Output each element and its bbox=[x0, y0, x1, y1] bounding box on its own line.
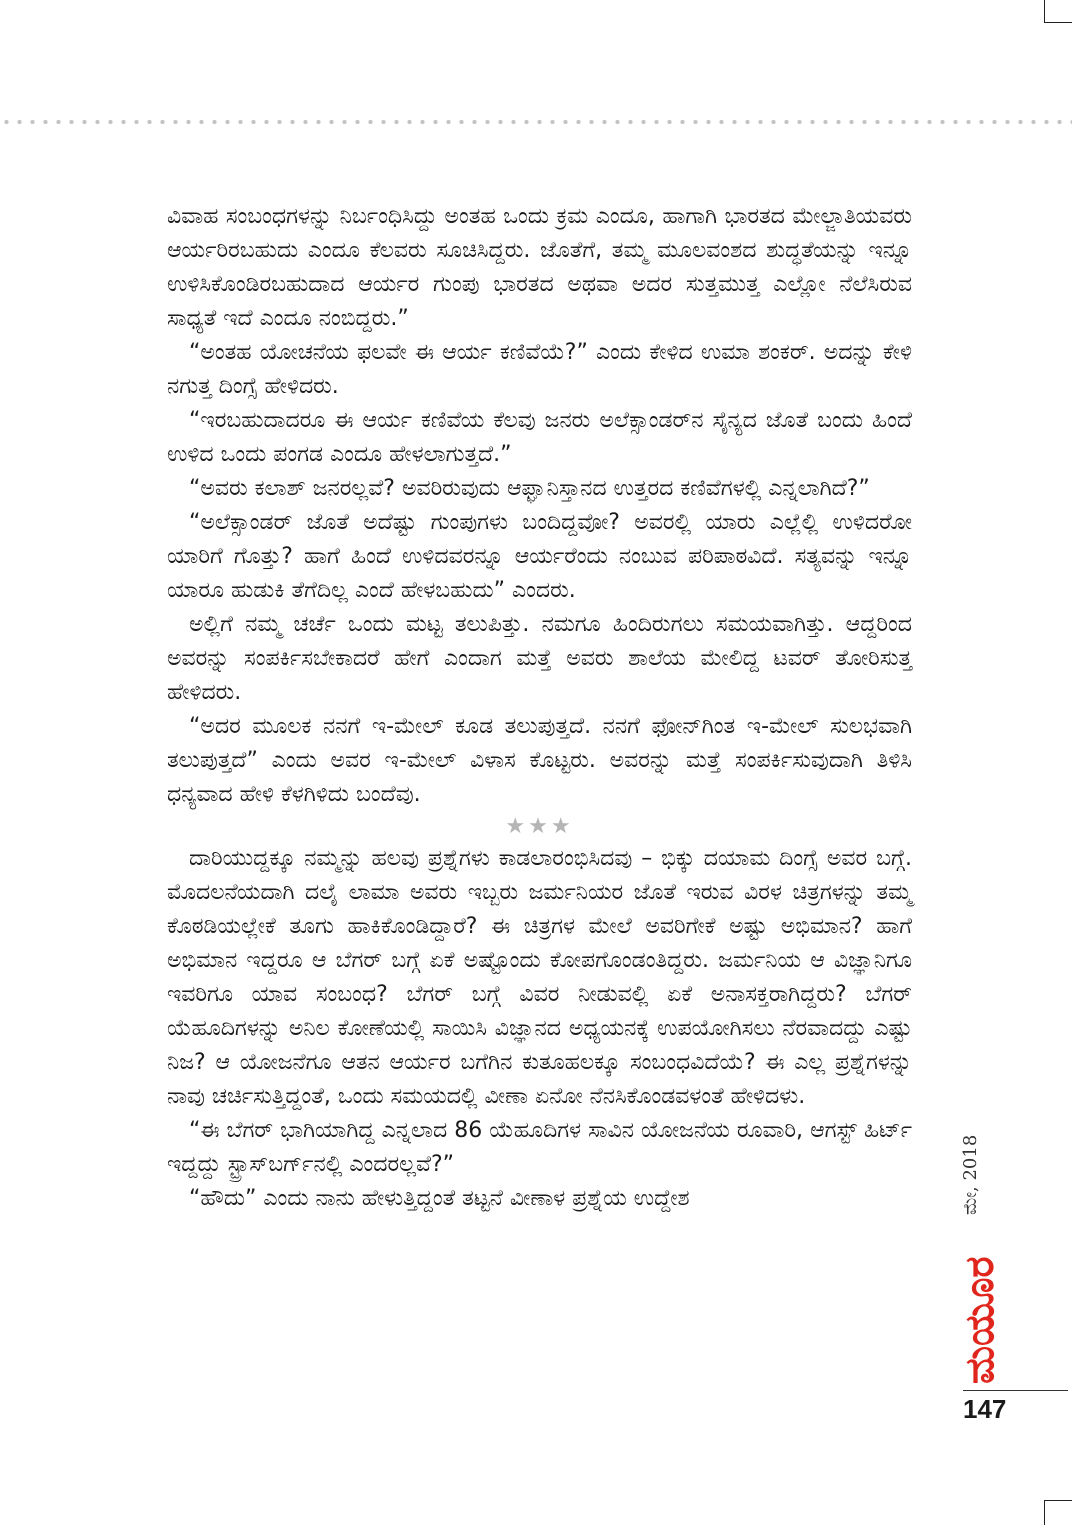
paragraph: “ಅಲೆಕ್ಸಾಂಡರ್ ಜೊತೆ ಅದೆಷ್ಟು ಗುಂಪುಗಳು ಬಂದಿದ್ದವೋ? ಅವರಲ್ಲಿ ಯಾರು ಎಲ್ಲೆಲ್ಲಿ ಉಳಿದರೋ ಯಾರಿಗೆ ಗೊತ್ತು? ಹಾಗೆ ಹಿಂದೆ ಉಳಿದವರನ್ನೂ ಆರ್ಯರೆಂದು ನಂಬುವ ಪರಿಪಾಠವಿದೆ. ಸತ್ಯವನ್ನು ಇನ್ನೂ ಯಾರೂ ಹುಡುಕಿ ತೆಗೆದಿಲ್ಲ ಎಂದೆ ಹೇಳಬಹುದು” ಎಂದರು. bbox=[167, 510, 912, 603]
paragraph: “ಹೌದು” ಎಂದು ನಾನು ಹೇಳುತ್ತಿದ್ದಂತೆ ತಟ್ಟನೆ ವೀಣಾಳ ಪ್ರಶ್ನೆಯ ಉದ್ದೇಶ bbox=[189, 1186, 690, 1211]
section-separator: ★★★ bbox=[505, 814, 574, 839]
paragraph: “ಅಂತಹ ಯೋಚನೆಯ ಫಲವೇ ಈ ಆರ್ಯ ಕಣಿವೆಯೆ?” ಎಂದು ಕೇಳಿದ ಉಮಾ ಶಂಕರ್. ಅದನ್ನು ಕೇಳಿ ನಗುತ್ತ ದಿಂಗ್ಸೆ ಹೇಳಿದರು. bbox=[167, 340, 912, 399]
article-body bbox=[167, 200, 912, 1216]
paragraph: “ಅದರ ಮೂಲಕ ನನಗೆ ಇ-ಮೇಲ್ ಕೂಡ ತಲುಪುತ್ತದೆ. ನನಗೆ ಫೋನ್‌ಗಿಂತ ಇ-ಮೇಲ್ ಸುಲಭವಾಗಿ ತಲುಪುತ್ತದೆ” ಎಂದು ಅವರ ಇ-ಮೇಲ್ ವಿಳಾಸ ಕೊಟ್ಟರು. ಅವರನ್ನು ಮತ್ತೆ ಸಂಪರ್ಕಿಸುವುದಾಗಿ ತಿಳಿಸಿ ಧನ್ಯವಾದ ಹೇಳಿ ಕೆಳಗಿಳಿದು ಬಂದೆವು. bbox=[167, 714, 912, 807]
issue-date: ಮೇ, 2018 bbox=[960, 1134, 981, 1215]
crop-mark-bottom bbox=[1044, 1500, 1045, 1525]
page-number-rule bbox=[963, 1390, 1068, 1391]
page-number: 147 bbox=[963, 1394, 1007, 1424]
crop-mark-top bbox=[1044, 0, 1045, 22]
crop-mark-top-horizontal bbox=[1044, 22, 1072, 23]
crop-mark-bottom-horizontal bbox=[1044, 1500, 1072, 1501]
paragraph: ವಿವಾಹ ಸಂಬಂಧಗಳನ್ನು ನಿರ್ಬಂಧಿಸಿದ್ದು ಅಂತಹ ಒಂದು ಕ್ರಮ ಎಂದೂ, ಹಾಗಾಗಿ ಭಾರತದ ಮೇಲ್ಜಾತಿಯವರು ಆರ್ಯರಿರಬಹುದು ಎಂದೂ ಕೆಲವರು ಸೂಚಿಸಿದ್ದರು. ಜೊತೆಗೆ, ತಮ್ಮ ಮೂಲವಂಶದ ಶುದ್ಧತೆಯನ್ನು ಇನ್ನೂ ಉಳಿಸಿಕೊಂಡಿರಬಹುದಾದ ಆರ್ಯರ ಗುಂಪು ಭಾರತದ ಅಥವಾ ಅದರ ಸುತ್ತಮುತ್ತ ಎಲ್ಲೋ ನೆಲೆಸಿರುವ ಸಾಧ್ಯತೆ ಇದೆ ಎಂದೂ ನಂಬಿದ್ದರು.” bbox=[167, 204, 912, 331]
magazine-logo: ಮಯೂರ bbox=[957, 1256, 1003, 1384]
paragraph: “ಅವರು ಕಲಾಶ್ ಜನರಲ್ಲವೆ? ಅವರಿರುವುದು ಆಫ್ಘಾನಿಸ್ತಾನದ ಉತ್ತರದ ಕಣಿವೆಗಳಲ್ಲಿ ಎನ್ನಲಾಗಿದೆ?” bbox=[189, 476, 870, 501]
paragraph: ಅಲ್ಲಿಗೆ ನಮ್ಮ ಚರ್ಚೆ ಒಂದು ಮಟ್ಟ ತಲುಪಿತ್ತು. ನಮಗೂ ಹಿಂದಿರುಗಲು ಸಮಯವಾಗಿತ್ತು. ಆದ್ದರಿಂದ ಅವರನ್ನು ಸಂಪರ್ಕಿಸಬೇಕಾದರೆ ಹೇಗೆ ಎಂದಾಗ ಮತ್ತೆ ಅವರು ಶಾಲೆಯ ಮೇಲಿದ್ದ ಟವರ್ ತೋರಿಸುತ್ತ ಹೇಳಿದರು. bbox=[167, 612, 912, 705]
paragraph: “ಈ ಬೆಗರ್ ಭಾಗಿಯಾಗಿದ್ದ ಎನ್ನಲಾದ 86 ಯೆಹೂದಿಗಳ ಸಾವಿನ ಯೋಜನೆಯ ರೂವಾರಿ, ಆಗಸ್ಟ್ ಹಿರ್ಟ್ ಇದ್ದದ್ದು ಸ್ಟ್ರಾಸ್‌ಬರ್ಗ್‌ನಲ್ಲಿ ಎಂದರಲ್ಲವೆ?” bbox=[167, 1118, 912, 1177]
paragraph: “ಇರಬಹುದಾದರೂ ಈ ಆರ್ಯ ಕಣಿವೆಯ ಕೆಲವು ಜನರು ಅಲೆಕ್ಸಾಂಡರ್‌ನ ಸೈನ್ಯದ ಜೊತೆ ಬಂದು ಹಿಂದೆ ಉಳಿದ ಒಂದು ಪಂಗಡ ಎಂದೂ ಹೇಳಲಾಗುತ್ತದೆ.” bbox=[167, 408, 912, 467]
paragraph: ದಾರಿಯುದ್ದಕ್ಕೂ ನಮ್ಮನ್ನು ಹಲವು ಪ್ರಶ್ನೆಗಳು ಕಾಡಲಾರಂಭಿಸಿದವು – ಭಿಕ್ಕು ದಯಾಮ ದಿಂಗ್ಸೆ ಅವರ ಬಗ್ಗೆ. ಮೊದಲನೆಯದಾಗಿ ದಲೈ ಲಾಮಾ ಅವರು ಇಬ್ಬರು ಜರ್ಮನಿಯರ ಜೊತೆ ಇರುವ ವಿರಳ ಚಿತ್ರಗಳನ್ನು ತಮ್ಮ ಕೊಠಡಿಯಲ್ಲೇಕೆ ತೂಗು ಹಾಕಿಕೊಂಡಿದ್ದಾರೆ? ಈ ಚಿತ್ರಗಳ ಮೇಲೆ ಅವರಿಗೇಕೆ ಅಷ್ಟು ಅಭಿಮಾನ? ಹಾಗೆ ಅಭಿಮಾನ ಇದ್ದರೂ ಆ ಬೆಗರ್ ಬಗ್ಗೆ ಏಕೆ ಅಷ್ಟೊಂದು ಕೋಪಗೊಂಡಂತಿದ್ದರು. ಜರ್ಮನಿಯ ಆ ವಿಜ್ಞಾನಿಗೂ ಇವರಿಗೂ ಯಾವ ಸಂಬಂಧ? ಬೆಗರ್ ಬಗ್ಗೆ ವಿವರ ನೀಡುವಲ್ಲಿ ಏಕೆ ಅನಾಸಕ್ತರಾಗಿದ್ದರು? ಬೆಗರ್ ಯೆಹೂದಿಗಳನ್ನು ಅನಿಲ ಕೋಣೆಯಲ್ಲಿ ಸಾಯಿಸಿ ವಿಜ್ಞಾನದ ಅಧ್ಯಯನಕ್ಕೆ ಉಪಯೋಗಿಸಲು ನೆರವಾದದ್ದು ಎಷ್ಟು ನಿಜ? ಆ ಯೋಜನೆಗೂ ಆತನ ಆರ್ಯರ ಬಗೆಗಿನ ಕುತೂಹಲಕ್ಕೂ ಸಂಬಂಧವಿದೆಯೆ? ಈ ಎಲ್ಲ ಪ್ರಶ್ನೆಗಳನ್ನು ನಾವು ಚರ್ಚಿಸುತ್ತಿದ್ದಂತೆ, ಒಂದು ಸಮಯದಲ್ಲಿ ವೀಣಾ ಏನೋ ನೆನಸಿಕೊಂಡವಳಂತೆ ಹೇಳಿದಳು. bbox=[167, 846, 912, 1109]
dotted-rule bbox=[0, 119, 1072, 125]
